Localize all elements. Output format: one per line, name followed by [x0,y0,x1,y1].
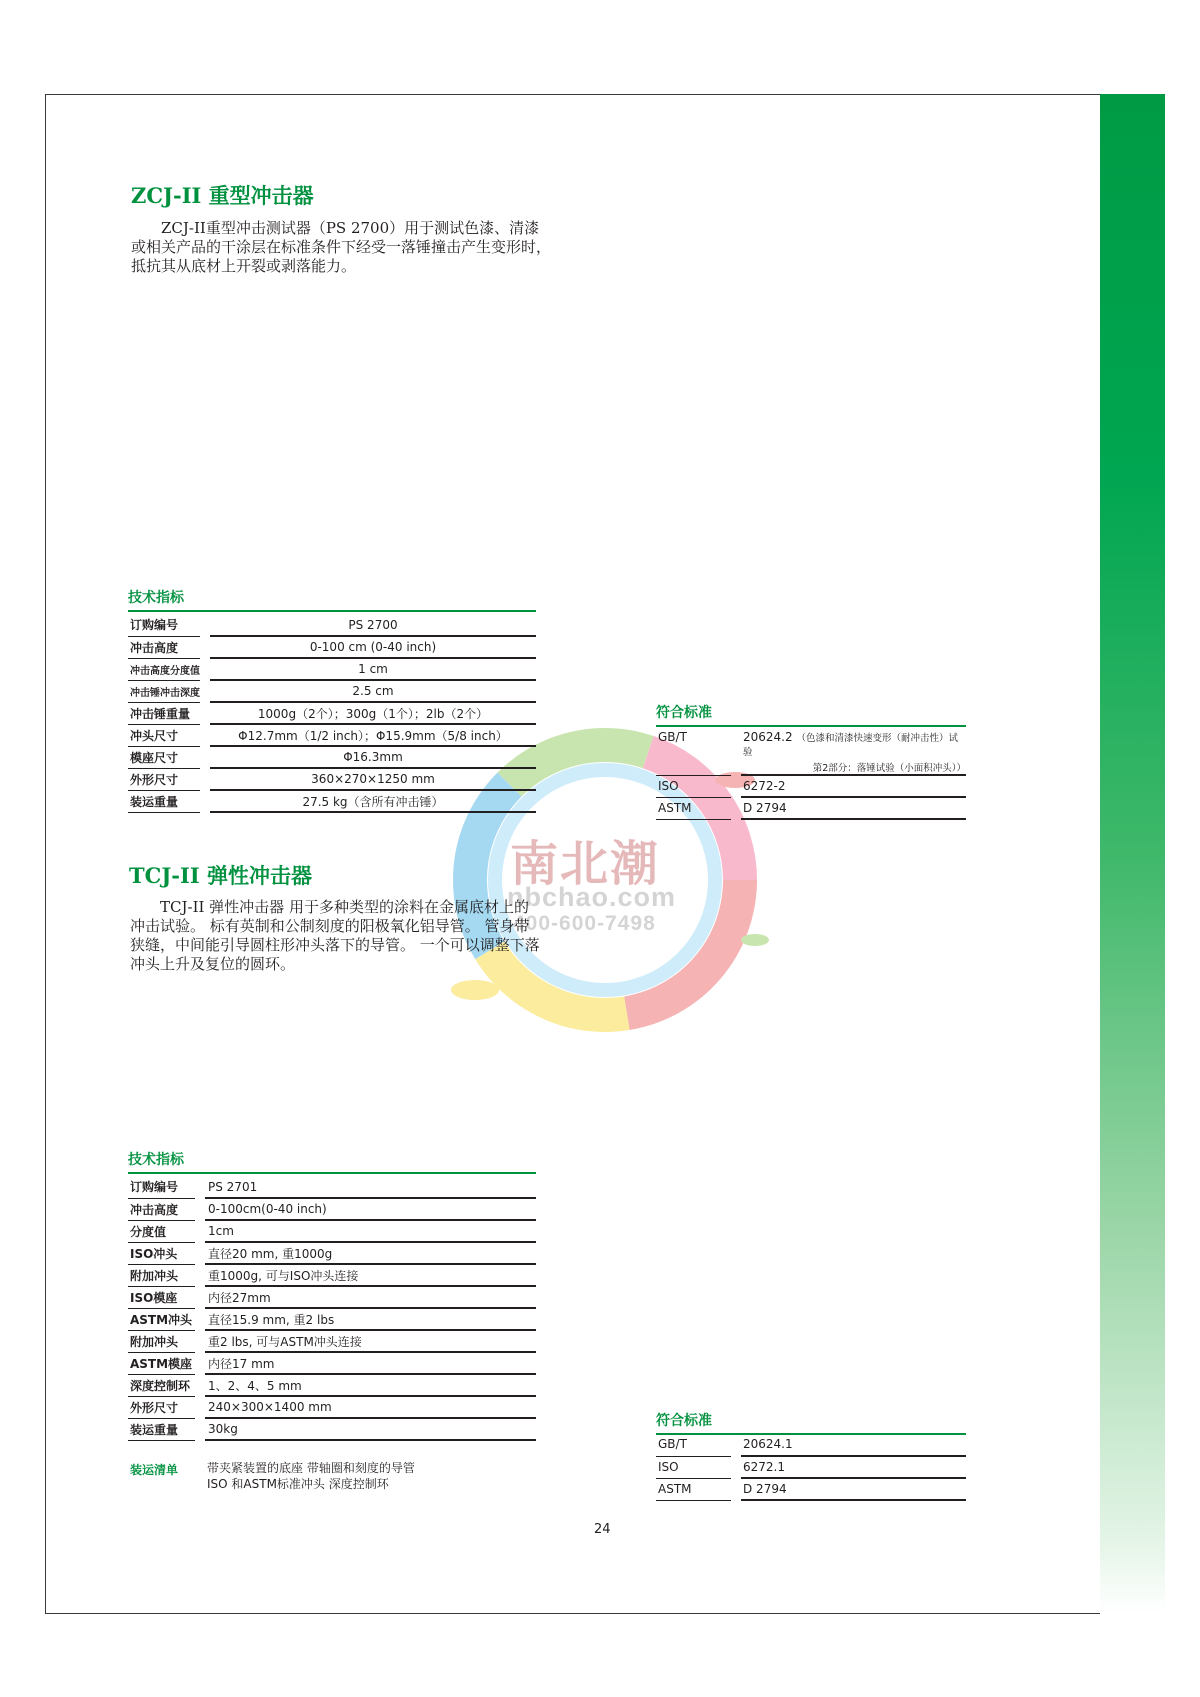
spec-row [128,1352,536,1374]
spec-row [128,790,536,812]
product2-spec-table [128,1176,536,1441]
spec-key: 冲头尺寸 [128,724,200,746]
product2-spec-heading: 技术指标 [128,1149,536,1174]
spec-row [128,1330,536,1352]
standard-row [656,727,966,775]
product2-description [130,898,540,974]
product1-description [131,219,551,276]
spec-row [128,1176,536,1198]
product1-spec-heading: 技术指标 [128,587,536,612]
spec-key: ASTM冲头 [128,1308,195,1330]
page-number: 24 [594,1522,611,1537]
spec-value: 1000g（2个）；300g（1个）；2lb（2个） [210,702,536,724]
product2-description-text: TCJ-II 弹性冲击器 用于多种类型的涂料在金属底材上的冲击试验。 标有英制和公制刻度的阳极氧化铝导管。 管身带狭缝，中间能引导圆柱形冲头落下的导管。 一个可以调整下落冲头上升及复位的圆环。 [130,898,540,973]
standard-value: 6272-2 [741,775,966,797]
spec-row [128,768,536,790]
spec-key: 冲击锤冲击深度 [128,680,200,702]
standard-note: （色漆和清漆快速变形（耐冲击性）试验 [743,733,958,758]
standard-key: ISO [656,775,731,797]
spec-row [128,724,536,746]
spec-key: 冲击锤重量 [128,702,200,724]
spec-row [128,746,536,768]
product2-title: TCJ-II 弹性冲击器 [129,863,312,888]
standard-key: ISO [656,1456,731,1478]
product1-standards-heading: 符合标准 [656,702,966,727]
standard-row [656,775,966,797]
spec-key: 装运重量 [128,1418,195,1440]
standard-value: D 2794 [741,1478,966,1500]
spec-value: 1 cm [210,658,536,680]
spec-key: 附加冲头 [128,1330,195,1352]
spec-key: 装运重量 [128,790,200,812]
spec-value: 重1000g, 可与ISO冲头连接 [205,1264,536,1286]
spec-key: 订购编号 [128,614,200,636]
standard-key: GB/T [656,727,731,775]
standard-value-cell [741,727,966,775]
standard-row [656,1434,966,1456]
packing-list-label: 装运清单 [130,1463,179,1477]
spec-row [128,1264,536,1286]
watermark-brand-cn: 南北潮 [510,838,661,891]
watermark-site: nbchao.com [507,882,677,912]
spec-value: 27.5 kg（含所有冲击锤） [210,790,536,812]
spec-row [128,658,536,680]
spec-key: ASTM模座 [128,1352,195,1374]
spec-row [128,614,536,636]
spec-row [128,702,536,724]
spec-key: 冲击高度分度值 [128,658,200,680]
spec-row [128,1242,536,1264]
spec-row [128,1220,536,1242]
spec-value: 直径20 mm, 重1000g [205,1242,536,1264]
spec-key: ISO冲头 [128,1242,195,1264]
spec-value: Φ16.3mm [210,746,536,768]
standard-row [656,797,966,819]
spec-row [128,1418,536,1440]
side-green-bar [1100,94,1165,1614]
spec-value: 360×270×1250 mm [210,768,536,790]
standard-row [656,1456,966,1478]
standard-key: ASTM [656,1478,731,1500]
spec-row [128,1396,536,1418]
spec-key: 附加冲头 [128,1264,195,1286]
standard-key: ASTM [656,797,731,819]
spec-value: 内径27mm [205,1286,536,1308]
spec-value: 240×300×1400 mm [205,1396,536,1418]
spec-key: ISO模座 [128,1286,195,1308]
product2-standards-heading: 符合标准 [656,1410,966,1435]
spec-value: 2.5 cm [210,680,536,702]
product1-spec-table [128,614,536,813]
spec-row [128,1374,536,1396]
spec-row [128,1286,536,1308]
spec-value: 0-100 cm (0-40 inch) [210,636,536,658]
standard-key: GB/T [656,1434,731,1456]
spec-row [128,1308,536,1330]
watermark-phone: 400-600-7498 [513,912,656,935]
spec-key: 外形尺寸 [128,768,200,790]
product1-standards-table [656,727,966,820]
standard-value: D 2794 [741,797,966,819]
spec-value: 1、2、4、5 mm [205,1374,536,1396]
spec-row [128,636,536,658]
packing-list-text [207,1460,415,1492]
spec-value: 0-100cm(0-40 inch) [205,1198,536,1220]
spec-row [128,1198,536,1220]
standard-row [656,1478,966,1500]
spec-value: 30kg [205,1418,536,1440]
spec-value: 重2 lbs, 可与ASTM冲头连接 [205,1330,536,1352]
spec-key: 订购编号 [128,1176,195,1198]
standard-value: 20624.2 [743,730,793,744]
product1-title: ZCJ-II 重型冲击器 [131,183,314,208]
spec-value: 1cm [205,1220,536,1242]
standard-note-line2: 第2部分：落锤试验（小面积冲头）） [812,763,966,774]
spec-key: 模座尺寸 [128,746,200,768]
product2-standards-table [656,1434,966,1501]
spec-value: PS 2700 [210,614,536,636]
product1-description-text: ZCJ-II重型冲击测试器（PS 2700）用于测试色漆、清漆或相关产品的干涂层在标准条件下经受一落锤撞击产生变形时，抵抗其从底材上开裂或剥落能力。 [131,219,552,275]
spec-value: 直径15.9 mm, 重2 lbs [205,1308,536,1330]
standard-value: 20624.1 [741,1434,966,1456]
spec-key: 冲击高度 [128,1198,195,1220]
spec-row [128,680,536,702]
spec-value: 内径17 mm [205,1352,536,1374]
packing-list-line: 带夹紧装置的底座 带轴圈和刻度的导管 [207,1461,415,1475]
spec-key: 深度控制环 [128,1374,195,1396]
packing-list-line: ISO 和ASTM标准冲头 深度控制环 [207,1477,389,1491]
spec-key: 冲击高度 [128,636,200,658]
spec-value: Φ12.7mm（1/2 inch）；Φ15.9mm（5/8 inch） [210,724,536,746]
spec-key: 外形尺寸 [128,1396,195,1418]
spec-value: PS 2701 [205,1176,536,1198]
standard-value: 6272.1 [741,1456,966,1478]
spec-key: 分度值 [128,1220,195,1242]
